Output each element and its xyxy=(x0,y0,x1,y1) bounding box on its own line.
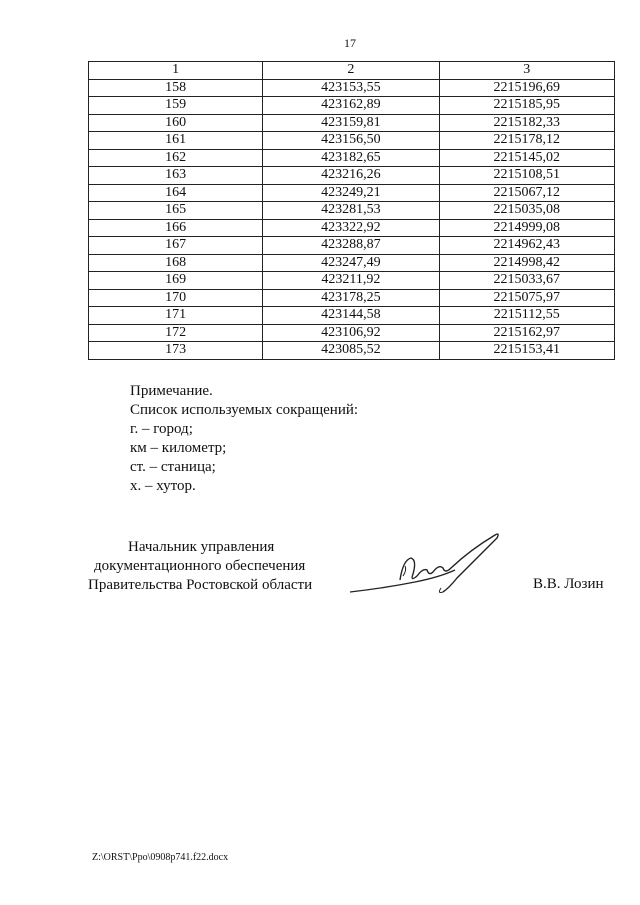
table-cell: 159 xyxy=(89,97,263,115)
table-cell: 423216,26 xyxy=(263,167,439,185)
table-cell: 162 xyxy=(89,149,263,167)
notes-line: ст. – станица; xyxy=(130,459,216,475)
table-cell: 2215162,97 xyxy=(439,324,614,342)
table-cell: 2215033,67 xyxy=(439,272,614,290)
notes-line: км – километр; xyxy=(130,440,227,456)
table-cell: 170 xyxy=(89,289,263,307)
signatory-position xyxy=(88,538,326,595)
table-cell: 2215182,33 xyxy=(439,114,614,132)
table-row xyxy=(89,184,615,202)
table-cell: 2215178,12 xyxy=(439,132,614,150)
table-row xyxy=(89,307,615,325)
handwritten-signature xyxy=(345,530,510,600)
table-header-row xyxy=(89,62,615,80)
table-cell: 158 xyxy=(89,79,263,97)
table-cell: 2214998,42 xyxy=(439,254,614,272)
table-cell: 171 xyxy=(89,307,263,325)
table-row xyxy=(89,324,615,342)
position-line: документационного обеспечения xyxy=(94,558,306,574)
notes-line: х. – хутор. xyxy=(130,478,196,494)
table-cell: 423322,92 xyxy=(263,219,439,237)
table-cell: 164 xyxy=(89,184,263,202)
table-cell: 168 xyxy=(89,254,263,272)
table-row xyxy=(89,272,615,290)
notes-title: Примечание. xyxy=(130,383,213,399)
table-row xyxy=(89,167,615,185)
table-header-cell: 2 xyxy=(263,62,439,80)
position-line: Правительства Ростовской области xyxy=(88,577,313,593)
table-cell: 423249,21 xyxy=(263,184,439,202)
table-row xyxy=(89,149,615,167)
table-header-cell: 1 xyxy=(89,62,263,80)
table-cell: 2215035,08 xyxy=(439,202,614,220)
table-cell: 423159,81 xyxy=(263,114,439,132)
table-row xyxy=(89,219,615,237)
table-row xyxy=(89,79,615,97)
file-path: Z:\ORST\Ppo\0908p741.f22.docx xyxy=(92,852,229,863)
notes-section xyxy=(130,382,358,496)
table-cell: 2215145,02 xyxy=(439,149,614,167)
table-cell: 2215153,41 xyxy=(439,342,614,360)
table-cell: 172 xyxy=(89,324,263,342)
coordinates-table xyxy=(88,61,615,360)
table-cell: 161 xyxy=(89,132,263,150)
table-cell: 423182,65 xyxy=(263,149,439,167)
table-cell: 166 xyxy=(89,219,263,237)
table-cell: 2214999,08 xyxy=(439,219,614,237)
table-cell: 423178,25 xyxy=(263,289,439,307)
table-cell: 2215112,55 xyxy=(439,307,614,325)
notes-line: г. – город; xyxy=(130,421,193,437)
table-cell: 2215075,97 xyxy=(439,289,614,307)
table-cell: 423144,58 xyxy=(263,307,439,325)
table-cell: 2215108,51 xyxy=(439,167,614,185)
table-cell: 169 xyxy=(89,272,263,290)
page-number: 17 xyxy=(344,36,356,50)
table-cell: 423211,92 xyxy=(263,272,439,290)
table-row xyxy=(89,237,615,255)
table-cell: 2214962,43 xyxy=(439,237,614,255)
table-cell: 423106,92 xyxy=(263,324,439,342)
table-cell: 167 xyxy=(89,237,263,255)
table-cell: 2215185,95 xyxy=(439,97,614,115)
table-cell: 423156,50 xyxy=(263,132,439,150)
table-row xyxy=(89,97,615,115)
table-cell: 2215067,12 xyxy=(439,184,614,202)
signer-name: В.В. Лозин xyxy=(533,576,604,592)
table-row xyxy=(89,202,615,220)
table-header-cell: 3 xyxy=(439,62,614,80)
table-cell: 423153,55 xyxy=(263,79,439,97)
notes-line: Список используемых сокращений: xyxy=(130,402,359,418)
table-cell: 423085,52 xyxy=(263,342,439,360)
table-row xyxy=(89,254,615,272)
table-cell: 165 xyxy=(89,202,263,220)
position-line: Начальник управления xyxy=(128,539,275,555)
table-cell: 163 xyxy=(89,167,263,185)
table-cell: 423288,87 xyxy=(263,237,439,255)
table-cell: 423247,49 xyxy=(263,254,439,272)
table-cell: 160 xyxy=(89,114,263,132)
table-cell: 423162,89 xyxy=(263,97,439,115)
table-row xyxy=(89,114,615,132)
table-cell: 423281,53 xyxy=(263,202,439,220)
table-cell: 2215196,69 xyxy=(439,79,614,97)
table-row xyxy=(89,289,615,307)
table-row xyxy=(89,342,615,360)
table-cell: 173 xyxy=(89,342,263,360)
table-row xyxy=(89,132,615,150)
